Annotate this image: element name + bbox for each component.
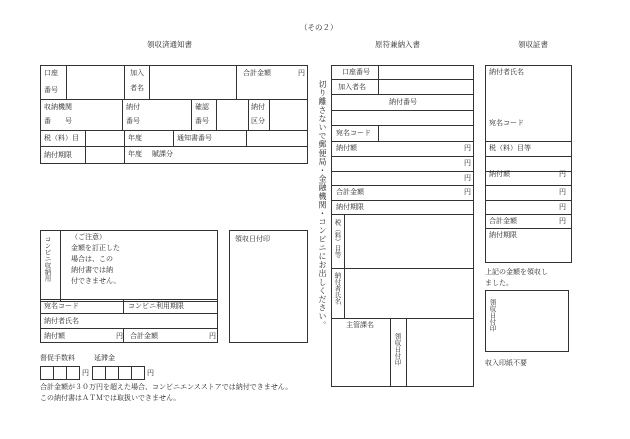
pay-yen-2: 円 [464,159,471,167]
subscriber-label-2: 者名 [130,84,144,92]
account-label-2: 番号 [44,86,58,94]
pay-subscriber: 加入者名 [338,83,366,91]
year-label: 年度 [128,134,142,142]
payment-class-label: 納付 [251,103,265,111]
receipt-header: 領収証書 [518,40,548,49]
notice-line-3: 納付書では納 [71,266,113,274]
confirm-label-2: 番号 [195,117,209,125]
notice-title: （ご注意） [71,233,106,241]
assessed-label: 賦課分 [152,150,173,158]
pay-amount-label: 納付額 [44,332,65,340]
footnote-2: この納付書はＡＴＭでは取扱いできません。 [40,394,181,402]
late-label: 延滞金 [94,354,115,362]
pay-amount-yen: 円 [116,332,123,340]
pay-total: 合計金額 [336,188,364,196]
pay-tax-item: 税（料）目等 [333,219,342,258]
pay-payer-name: 納付者氏名 [333,272,342,305]
rcpt-due: 納付期限 [489,231,517,239]
account-label: 口座 [44,69,58,77]
vertical-note: 切り離さないで郵便局・金融機関・コンビニにお出しください。 [318,80,327,330]
payment-no-label: 納付 [126,103,140,111]
pay-yen-4: 円 [464,188,471,196]
receipt-notice-header: 領収済通知書 [147,40,192,49]
conv-deadline-label: コンビニ利用期限 [128,302,184,310]
payment-doc-header: 原符兼納入書 [375,40,420,49]
pay-stamp: 領収日付印 [393,333,402,366]
pay-yen-1: 円 [464,144,471,152]
total2-yen: 円 [209,332,216,340]
rcpt-total: 合計金額 [489,217,517,225]
rcpt-stamp-box [485,290,569,352]
pay-dept: 主管課名 [346,321,374,329]
rcpt-stamp: 領収日付印 [488,299,497,332]
conv-receipt-label: コンビニ収納用 [43,236,52,282]
rcpt-received-text-1: 上記の金額を領収し [485,268,548,276]
page-label: （その２） [300,23,338,32]
rcpt-tax-item: 税（料）目等 [489,144,531,152]
payment-class-label-2: 区分 [251,117,265,125]
institution-label: 収納機関 [44,103,72,111]
fee-yen: 円 [82,369,89,377]
late-yen: 円 [147,369,154,377]
rcpt-no-stamp: 収入印紙不要 [485,359,527,367]
pay-addressee-code: 宛名コード [336,129,371,137]
rcpt-addressee-code: 宛名コード [489,119,524,127]
institution-label-2: 番 号 [44,117,72,125]
payer-name-label: 納付者氏名 [44,317,79,325]
notice-stamp-label: 領収日付印 [235,235,270,243]
rcpt-received-text-2: ました。 [485,279,513,287]
rcpt-yen-3: 円 [559,203,566,211]
pay-account-no: 口座番号 [342,68,370,76]
pay-due: 納付期限 [336,203,364,211]
rcpt-yen-4: 円 [559,217,566,225]
notice-no-label: 通知書番号 [177,134,212,142]
rcpt-yen-2: 円 [559,188,566,196]
rcpt-pay-amount: 納付額 [489,170,510,178]
total2-label: 合計金額 [130,332,158,340]
pay-yen-3: 円 [464,174,471,182]
fee-label: 督促手数料 [40,354,75,362]
notice-stamp-box [229,230,308,343]
pay-payment-no: 納付番号 [389,98,417,106]
total-label: 合計金額 [243,69,271,77]
pay-amount: 納付額 [336,144,357,152]
notice-line-4: 付できません。 [71,277,121,285]
due-label: 納付期限 [44,151,72,159]
total-yen: 円 [298,69,305,77]
rcpt-yen-1: 円 [559,170,566,178]
payment-no-label-2: 番号 [126,117,140,125]
tax-label: 税（料）目 [44,134,79,142]
notice-line-1: 金額を訂正した [71,244,120,252]
addressee-code-label: 宛名コード [44,302,79,310]
rcpt-payer-name: 納付者氏名 [489,68,524,76]
notice-line-2: 場合は、この [71,255,113,263]
year2-label: 年度 [128,150,142,158]
confirm-label: 確認 [195,103,209,111]
footnote-1: 合計金額が３０万円を超えた場合、コンビニエンスストアでは納付できません。 [40,383,293,391]
subscriber-label: 加入 [130,69,144,77]
